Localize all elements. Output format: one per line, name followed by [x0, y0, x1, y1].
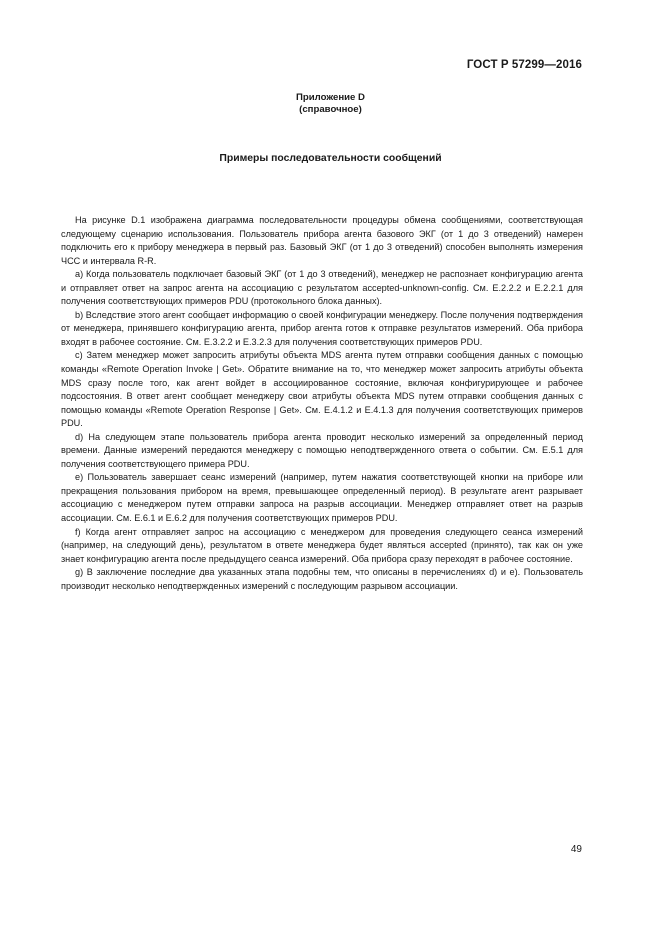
body-text — [61, 214, 583, 593]
appendix-heading — [0, 92, 661, 116]
paragraph-item-d: d) На следующем этапе пользователь прибора агента проводит несколько измерений за определенный период времени. Данные измерений передаются менеджеру с помощью неподтвержденного ответа о событии. См. Е.5.1 для получения соответствующего примера PDU. — [61, 431, 583, 469]
section-title: Примеры последовательности сообщений — [219, 153, 442, 164]
appendix-title: Приложение D — [296, 92, 365, 103]
paragraph-item-a: а) Когда пользователь подключает базовый ЭКГ (от 1 до 3 отведений), менеджер не распознает конфигурацию агента и отправляет ответ на запрос агента на ассоциацию с результатом accepted-unknown-config. См. Е.2.2.2 и Е.2.2.1 для получения соответствующих примеров PDU (протокольного блока данных). — [61, 269, 583, 307]
paragraph-item-c: с) Затем менеджер может запросить атрибуты объекта MDS агента путем отправки сообщения данных с помощью команды «Remote Operation Invoke | Get». Обратите внимание на то, что менеджер может запросить атрибуты объекта MDS сразу после того, как агент войдет в ассоциированное состояние, включая конфигурирующее и рабочее подсостояния. В ответ агент сообщает менеджеру свои атрибуты объекта MDS путем отправки сообщения данных с помощью команды «Remote Operation Response | Get». См. Е.4.1.2 и Е.4.1.3 для получения соответствующих примеров PDU. — [61, 350, 583, 429]
standard-code-header: ГОСТ Р 57299—2016 — [466, 59, 582, 71]
paragraph-item-e: е) Пользователь завершает сеанс измерений (например, путем нажатия соответствующей кнопки на приборе или прекращения пользования прибором на время, превышающее определенный период). В результате агент разрывает ассоциацию с менеджером путем отправки запроса на разрыв ассоциации. Менеджер отправляет ответ на разрыв ассоциации. См. Е.6.1 и Е.6.2 для получения соответствующих примеров PDU. — [61, 472, 583, 524]
page-number: 49 — [570, 844, 582, 855]
paragraph-item-f: f) Когда агент отправляет запрос на ассоциацию с менеджером для проведения следующего сеанса измерений (например, на следующий день), результатом в ответе менеджера будет являться accepted (принято), так как он уже знает конфигурацию агента после предыдущего сеанса измерений. Оба прибора сразу переходят в рабочее состояние. — [61, 526, 583, 564]
paragraph-item-g: g) В заключение последние два указанных этапа подобны тем, что описаны в перечислениях d) и е). Пользователь производит несколько неподтвержденных измерений с последующим разрывом ассоциации. — [61, 567, 583, 591]
paragraph-intro: На рисунке D.1 изображена диаграмма последовательности процедуры обмена сообщениями, соответствующая следующему сценарию использования. Пользователь прибора агента базового ЭКГ (от 1 до 3 отведений) намерен подключить его к прибору менеджера в первый раз. Базовый ЭКГ (от 1 до 3 отведений) способен выполнять измерения ЧСС и интервала R-R. — [61, 215, 583, 266]
appendix-subtitle: (справочное) — [299, 104, 362, 115]
paragraph-item-b: b) Вследствие этого агент сообщает информацию о своей конфигурации менеджеру. После получения подтверждения от менеджера, принявшего конфигурацию агента, прибор агента готов к отправке результатов измерений. Оба прибора входят в рабочее состояние. См. Е.3.2.2 и Е.3.2.3 для получения соответствующих примеров PDU. — [61, 309, 583, 347]
